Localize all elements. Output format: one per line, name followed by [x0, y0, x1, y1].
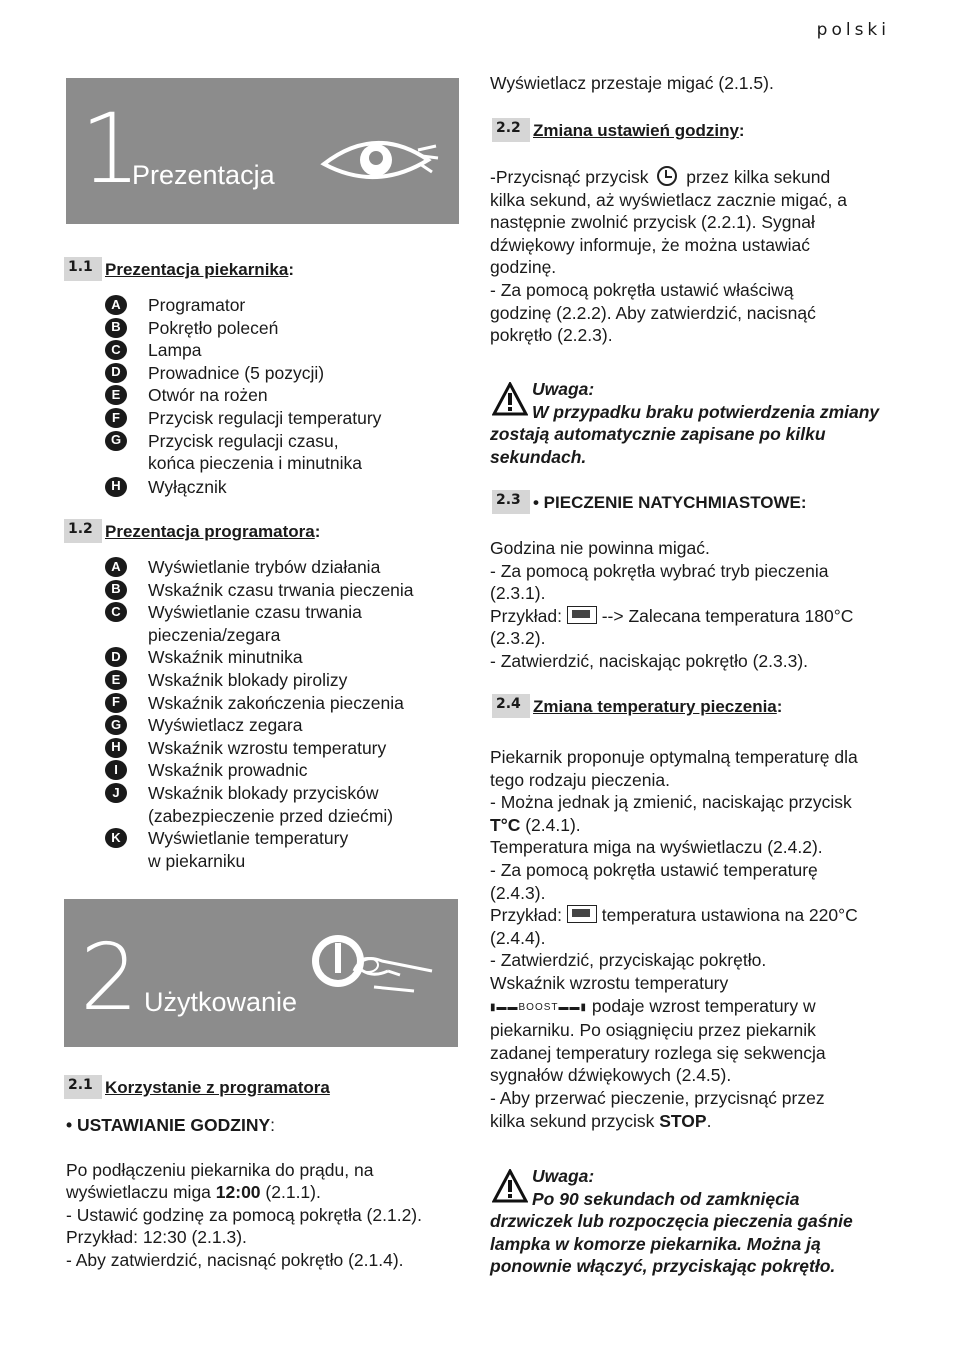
warning-note: Uwaga: Po 90 sekundach od zamknięcia drzwiczek lub rozpoczęcia pieczenia gaśnie lampka w komorze piekarnika. Można ją ponownie włączyć, przyciskając pokrętło. [490, 1166, 853, 1277]
list-item: A Programator [105, 294, 381, 317]
cooking-mode-icon [567, 606, 597, 624]
warning-note: Uwaga: W przypadku braku potwierdzenia zmiany zostają automatycznie zapisane po kilku sekundach. [490, 379, 880, 467]
section-title: Zmiana temperatury pieczenia [533, 697, 777, 716]
list-item: K Wyświetlanie temperatury w piekarniku [105, 827, 414, 872]
set-clock-text: • USTAWIANIE GODZINY: Po podłączeniu piekarnika do prądu, na wyświetlaczu miga 12:00 (2.1.1). - Ustawić godzinę za pomocą pokrętła (2.1.2). Przykład: 12:30 (2.1.3). - Aby zatwierdzić, nacisnąć pokrętło (2.1.4). [66, 1115, 422, 1270]
banner-title: Prezentacja [132, 160, 275, 190]
list-item: F Wskaźnik zakończenia pieczenia [105, 692, 414, 715]
section-number: 2.1 [64, 1075, 102, 1099]
eye-icon [318, 130, 442, 190]
list-item: B Wskaźnik czasu trwania pieczenia [105, 579, 414, 602]
list-item: D Wskaźnik minutnika [105, 646, 414, 669]
section-title: Prezentacja programatora [105, 522, 315, 541]
section-number: 1.2 [64, 519, 102, 543]
subheading: • USTAWIANIE GODZINY [66, 1115, 271, 1135]
list-item: E Wskaźnik blokady pirolizy [105, 669, 414, 692]
cooking-mode-icon [567, 905, 597, 923]
list-item: B Pokrętło poleceń [105, 317, 381, 340]
boost-indicator-icon: ▮▬▬BOOST▬▬▮ [490, 1001, 588, 1013]
section-banner-presentation [66, 78, 459, 224]
display-stops-text: Wyświetlacz przestaje migać (2.1.5). [490, 73, 774, 93]
language-label: polski [816, 20, 890, 40]
banner-number: 1 [80, 93, 142, 205]
clock-icon [657, 166, 677, 186]
section-title: Korzystanie z programatora [105, 1078, 330, 1097]
list-item: F Przycisk regulacji temperatury [105, 407, 381, 430]
section-header-2-2: 2.2 Zmiana ustawień godziny: [492, 118, 745, 142]
oven-parts-list [105, 294, 381, 498]
change-clock-text: -Przycisnąć przycisk przez kilka sekund kilka sekund, aż wyświetlacz zacznie migać, a następnie zwolnić przycisk (2.2.1). Sygnał dźwiękowy informuje, że można ustawiać godzinę. - Za pomocą pokrętła ustawić właściwą godzinę (2.2.2). Aby zatwierdzić, nacisnąć pokrętło (2.2.3). [490, 167, 847, 346]
section-number: 2.2 [492, 118, 530, 142]
section-title: • PIECZENIE NATYCHMIASTOWE [533, 493, 801, 512]
section-number: 1.1 [64, 257, 102, 281]
programmer-parts-list [105, 556, 414, 872]
list-item: G Przycisk regulacji czasu, końca pieczenia i minutnika [105, 430, 381, 475]
list-item: C Lampa [105, 339, 381, 362]
section-number: 2.3 [492, 490, 530, 514]
section-title: Prezentacja piekarnika [105, 260, 289, 279]
section-title: Zmiana ustawień godziny [533, 121, 739, 140]
section-number: 2.4 [492, 694, 530, 718]
section-header-1-1: 1.1 Prezentacja piekarnika: [64, 257, 294, 281]
section-header-2-1 [64, 1075, 330, 1099]
list-item: I Wskaźnik prowadnic [105, 759, 414, 782]
list-item: H Wyłącznik [105, 476, 381, 499]
instant-cooking-text: Godzina nie powinna migać. - Za pomocą pokrętła wybrać tryb pieczenia (2.3.1). Przykład: --> Zalecana temperatura 180°C (2.3.2). - Zatwierdzić, naciskając pokrętło (2.3.3). [490, 538, 854, 671]
section-header-1-2: 1.2 Prezentacja programatora: [64, 519, 320, 543]
list-item: A Wyświetlanie trybów działania [105, 556, 414, 579]
change-temperature-text: Piekarnik proponuje optymalną temperaturę dla tego rodzaju pieczenia. - Można jednak ją zmienić, naciskając przycisk T°C (2.4.1). Temperatura miga na wyświetlaczu (2.4.2). - Za pomocą pokrętła ustawić temperaturę (2.4.3). Przykład: temperatura ustawiona na 220°C (2.4.4). - Zatwierdzić, przyciskając pokrętło. Wskaźnik wzrostu temperatury ▮▬▬BOOST▬▬▮ podaje wzrost temperatury w piekarniku. Po osiągnięciu przez piekarnik zadanej temperatury rozlega się sekwencja sygnałów dźwiękowych (2.4.5). - Aby przerwać pieczenie, przycisnąć przez kilka sekund przycisk STOP. [490, 747, 858, 1131]
list-item: C Wyświetlanie czasu trwania pieczenia/zegara [105, 601, 414, 646]
section-header-2-4: 2.4 Zmiana temperatury pieczenia: [492, 694, 782, 718]
list-item: E Otwór na rożen [105, 384, 381, 407]
section-header-2-3: 2.3 • PIECZENIE NATYCHMIASTOWE: [492, 490, 807, 514]
banner-number: 2 [80, 924, 139, 1031]
list-item: H Wskaźnik wzrostu temperatury [105, 737, 414, 760]
section-banner-usage [64, 899, 458, 1047]
list-item: G Wyświetlacz zegara [105, 714, 414, 737]
warning-icon [492, 382, 528, 416]
warning-icon [492, 1169, 528, 1203]
list-item: D Prowadnice (5 pozycji) [105, 362, 381, 385]
banner-title: Użytkowanie [144, 987, 298, 1017]
list-item: J Wskaźnik blokady przycisków (zabezpieczenie przed dziećmi) [105, 782, 414, 827]
finger-press-icon [304, 927, 444, 1007]
